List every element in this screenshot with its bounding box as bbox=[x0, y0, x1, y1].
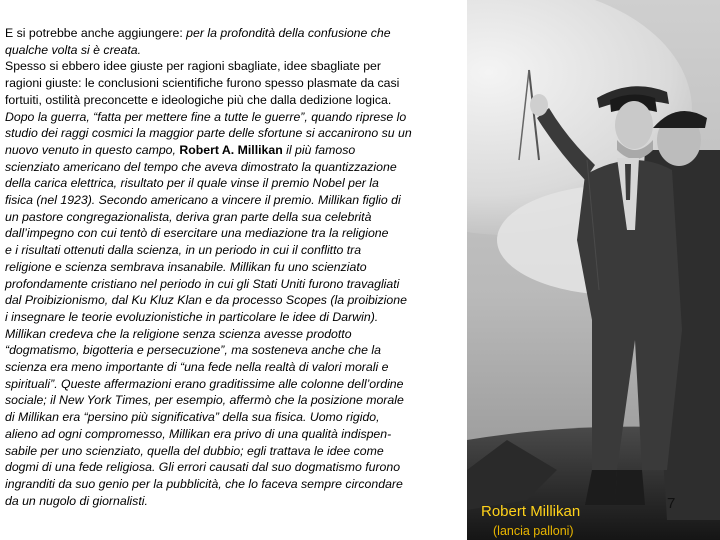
text-line bbox=[5, 276, 467, 293]
page-number: 7 bbox=[667, 495, 676, 512]
text-segment: qualche volta si è creata. bbox=[5, 42, 142, 57]
text-segment: un pastore congregazionalista, deriva gran parte della sua celebrità bbox=[5, 209, 372, 224]
text-segment: dall’impegno con cui tentò di esercitare una mediazione tra la religione bbox=[5, 226, 389, 241]
text-line bbox=[5, 209, 467, 226]
text-segment: i insegnare le teorie evoluzionistiche in particolare le idee di Darwin). bbox=[5, 309, 379, 324]
text-line bbox=[5, 109, 467, 126]
text-line bbox=[5, 443, 467, 460]
text-line bbox=[5, 42, 467, 59]
text-segment: scienza era meno importante di “una fede nella realtà di valori morali e bbox=[5, 360, 389, 375]
text-segment: religione e scienza sembrava insanabile. Millikan fu uno scienziato bbox=[5, 259, 367, 274]
text-segment: scienziato americano del tempo che aveva dimostrato la quantizzazione bbox=[5, 159, 397, 174]
text-line bbox=[5, 376, 467, 393]
text-segment: profondamente cristiano nel periodo in cui gli Stati Uniti furono travagliati bbox=[5, 276, 400, 291]
text-segment: di Millikan era “persino più significativa” della sua fisica. Uomo rigido, bbox=[5, 410, 380, 425]
text-segment: ingranditi da suo genio per la pubblicità, che lo faceva sempre circondare bbox=[5, 476, 403, 491]
text-segment: alieno ad ogni compromesso, Millikan era privo di una qualità indispen- bbox=[5, 426, 392, 441]
text-segment: da un nugolo di giornalisti. bbox=[5, 493, 148, 508]
text-segment: spirituali”. Queste affermazioni erano graditissime alle colonne dell’ordine bbox=[5, 376, 404, 391]
text-line bbox=[5, 225, 467, 242]
text-line bbox=[5, 342, 467, 359]
text-line bbox=[5, 459, 467, 476]
millikan-photo bbox=[467, 0, 720, 540]
text-segment: “dogmatismo, bigotteria e persecuzione”, ma sosteneva anche che la bbox=[5, 343, 381, 358]
text-segment: ragioni giuste: le conclusioni scientifiche furono spesso plasmate da casi bbox=[5, 76, 400, 91]
text-segment: fisica (nel 1923). Secondo americano a vincere il premio. Millikan figlio di bbox=[5, 193, 401, 208]
text-segment: per la profondità della confusione che bbox=[186, 26, 391, 40]
text-line bbox=[5, 326, 467, 343]
text-line bbox=[5, 159, 467, 176]
text-segment: sociale; il New York Times, per esempio, affermò che la posizione morale bbox=[5, 393, 404, 408]
text-line bbox=[5, 426, 467, 443]
text-line bbox=[5, 493, 467, 510]
text-segment: nuovo venuto in questo campo, bbox=[5, 142, 180, 157]
text-line bbox=[5, 58, 467, 75]
photo-caption-name: Robert Millikan bbox=[481, 503, 581, 520]
text-line bbox=[5, 359, 467, 376]
text-segment: dal Proibizionismo, dal Ku Kluz Klan e da processo Scopes (la proibizione bbox=[5, 293, 407, 308]
text-line bbox=[5, 125, 467, 142]
text-segment: Robert A. Millikan bbox=[179, 142, 283, 157]
text-segment: della carica elettrica, risultato per il quale vinse il premio Nobel per la bbox=[5, 176, 379, 191]
text-segment: e i risultati ottenuti dalla scienza, in un periodo in cui il conflitto tra bbox=[5, 243, 362, 258]
text-segment: Millikan credeva che la religione senza scienza avesse prodotto bbox=[5, 326, 352, 341]
photo-graphic bbox=[467, 0, 720, 540]
text-segment: dogmi di una fede religiosa. Gli errori causati dal suo dogmatismo furono bbox=[5, 460, 401, 475]
text-line bbox=[5, 476, 467, 493]
text-line bbox=[5, 409, 467, 426]
text-segment: il più famoso bbox=[282, 142, 356, 157]
text-line bbox=[5, 175, 467, 192]
text-line bbox=[5, 309, 467, 326]
text-line bbox=[5, 292, 467, 309]
text-line bbox=[5, 392, 467, 409]
text-line bbox=[5, 75, 467, 92]
photo-caption-subtitle: (lancia palloni) bbox=[493, 524, 574, 538]
text-segment: Dopo la guerra, “fatta per mettere fine a tutte le guerre”, quando riprese lo bbox=[5, 109, 407, 124]
text-segment: Spesso si ebbero idee giuste per ragioni sbagliate, idee sbagliate per bbox=[5, 59, 381, 74]
body-text bbox=[5, 25, 467, 509]
text-line bbox=[5, 192, 467, 209]
text-segment: sabile per uno scienziato, quella del dubbio; egli trattava le idee come bbox=[5, 443, 384, 458]
text-segment: fortuiti, ostilità preconcette e ideologiche più che dalla dedizione logica. bbox=[5, 92, 392, 107]
text-line bbox=[5, 92, 467, 109]
text-line bbox=[5, 259, 467, 276]
text-line bbox=[5, 25, 467, 42]
text-segment: E si potrebbe anche aggiungere: bbox=[5, 26, 187, 40]
text-segment: studio dei raggi cosmici la maggior parte delle sfortune si accanirono su un bbox=[5, 126, 412, 141]
text-line bbox=[5, 242, 467, 259]
text-line bbox=[5, 142, 467, 159]
